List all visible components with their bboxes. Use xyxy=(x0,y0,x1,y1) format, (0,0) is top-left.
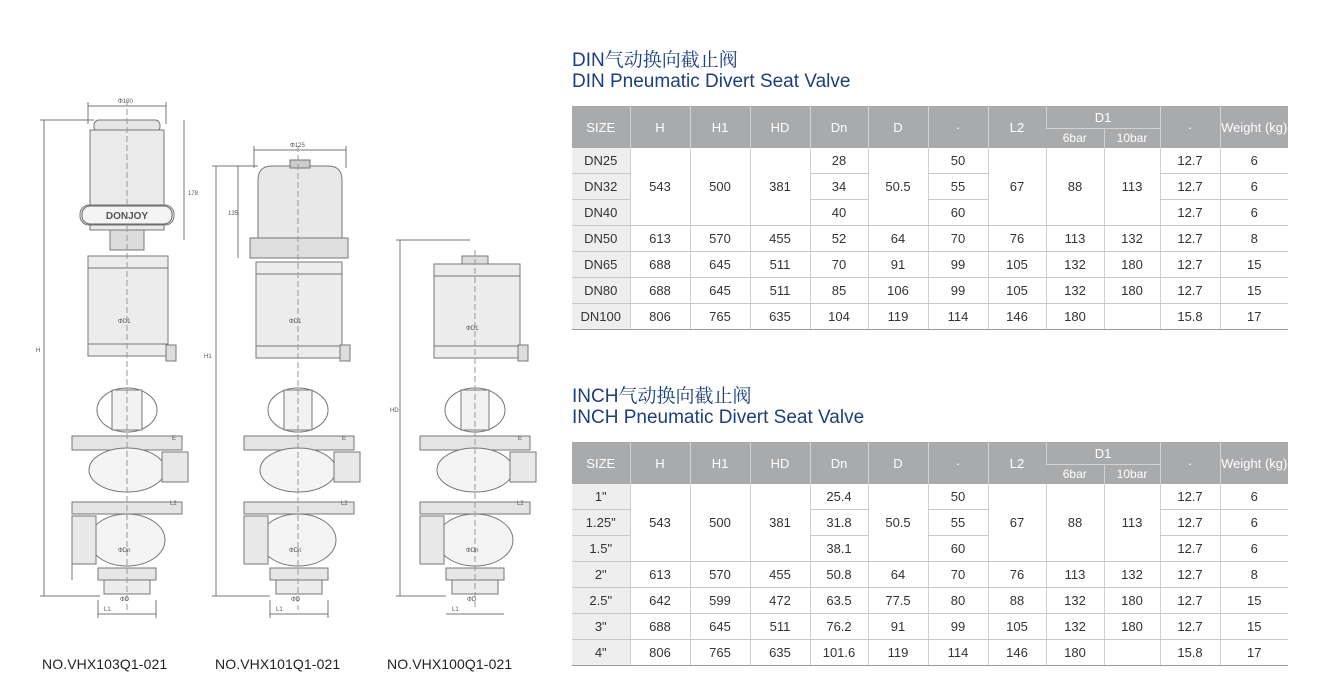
l2-cell: 146 xyxy=(988,304,1046,330)
dn-cell: 76.2 xyxy=(810,614,868,640)
h-cell: 806 xyxy=(630,640,690,666)
value-cell: 50 xyxy=(928,484,988,510)
dim-L2-1: L2 xyxy=(170,501,177,507)
l2-cell: 105 xyxy=(988,252,1046,278)
dn-cell: 52 xyxy=(810,226,868,252)
col-6bar: 6bar xyxy=(1046,129,1104,149)
d1-6bar-cell: 88 xyxy=(1046,484,1104,562)
table-row xyxy=(572,484,1288,510)
d1-6bar-cell: 113 xyxy=(1046,562,1104,588)
weight-cell: 8 xyxy=(1220,562,1288,588)
col-blank1: · xyxy=(928,106,988,148)
caption-vhx100: NO.VHX100Q1-021 xyxy=(387,656,513,672)
size-cell: 1.25" xyxy=(572,510,630,536)
col-d1: D1 xyxy=(1046,442,1160,465)
drawing-vhx103 xyxy=(40,100,188,618)
d1-10bar-cell xyxy=(1104,640,1160,666)
l2-cell: 105 xyxy=(988,278,1046,304)
col-size: SIZE xyxy=(572,106,630,148)
d1-10bar-cell: 180 xyxy=(1104,614,1160,640)
col-hd: HD xyxy=(750,106,810,148)
col-d: D xyxy=(868,106,928,148)
weight-cell: 17 xyxy=(1220,304,1288,330)
value-cell: 99 xyxy=(928,614,988,640)
weight-cell: 15 xyxy=(1220,588,1288,614)
hd-cell: 381 xyxy=(750,484,810,562)
h1-cell: 645 xyxy=(690,614,750,640)
dim-178: 178 xyxy=(188,191,199,197)
l2-cell: 67 xyxy=(988,148,1046,226)
h1-cell: 599 xyxy=(690,588,750,614)
dn-cell: 104 xyxy=(810,304,868,330)
dim-Dn-2: ΦDn xyxy=(289,548,302,554)
value-cell: 50 xyxy=(928,148,988,174)
value-cell: 12.7 xyxy=(1160,588,1220,614)
col-h1: H1 xyxy=(690,442,750,484)
dn-cell: 101.6 xyxy=(810,640,868,666)
d-cell: 106 xyxy=(868,278,928,304)
hd-cell: 635 xyxy=(750,304,810,330)
dn-cell: 50.8 xyxy=(810,562,868,588)
l2-cell: 105 xyxy=(988,614,1046,640)
value-cell: 114 xyxy=(928,640,988,666)
d-cell: 64 xyxy=(868,226,928,252)
brand-label: DONJOY xyxy=(105,211,149,222)
h1-cell: 645 xyxy=(690,278,750,304)
table-row xyxy=(572,278,1288,304)
col-l2: L2 xyxy=(988,442,1046,484)
dim-L2-2: L2 xyxy=(341,501,348,507)
dim-E-1: E xyxy=(172,436,177,442)
col-weight: Weight (kg) xyxy=(1220,106,1288,148)
hd-cell: 472 xyxy=(750,588,810,614)
h-cell: 688 xyxy=(630,614,690,640)
dim-H: H xyxy=(36,348,41,354)
dn-cell: 70 xyxy=(810,252,868,278)
col-l2: L2 xyxy=(988,106,1046,148)
dn-cell: 40 xyxy=(810,200,868,226)
size-cell: DN40 xyxy=(572,200,630,226)
weight-cell: 6 xyxy=(1220,200,1288,226)
value-cell: 12.7 xyxy=(1160,536,1220,562)
size-cell: 1" xyxy=(572,484,630,510)
value-cell: 12.7 xyxy=(1160,562,1220,588)
table-row xyxy=(572,588,1288,614)
col-blank2: · xyxy=(1160,442,1220,484)
d1-10bar-cell: 113 xyxy=(1104,148,1160,226)
col-blank1: · xyxy=(928,442,988,484)
d1-10bar-cell: 132 xyxy=(1104,226,1160,252)
drawing-vhx100 xyxy=(396,240,536,614)
value-cell: 70 xyxy=(928,226,988,252)
value-cell: 60 xyxy=(928,536,988,562)
din-title-en: DIN Pneumatic Divert Seat Valve xyxy=(572,71,851,92)
d-cell: 64 xyxy=(868,562,928,588)
col-6bar: 6bar xyxy=(1046,465,1104,485)
dim-L2-3: L2 xyxy=(517,501,524,507)
col-blank2: · xyxy=(1160,106,1220,148)
table-row xyxy=(572,226,1288,252)
h-cell: 642 xyxy=(630,588,690,614)
h-cell: 806 xyxy=(630,304,690,330)
size-cell: DN100 xyxy=(572,304,630,330)
inch-title-en: INCH Pneumatic Divert Seat Valve xyxy=(572,407,865,428)
h-cell: 688 xyxy=(630,278,690,304)
dim-D1-1: ΦD1 xyxy=(118,319,131,325)
h-cell: 688 xyxy=(630,252,690,278)
d1-10bar-cell xyxy=(1104,304,1160,330)
size-cell: DN50 xyxy=(572,226,630,252)
table-row xyxy=(572,148,1288,174)
col-hd: HD xyxy=(750,442,810,484)
din-spec-table xyxy=(572,106,1288,330)
table-row xyxy=(572,252,1288,278)
h1-cell: 570 xyxy=(690,562,750,588)
dim-phi100: Φ100 xyxy=(118,99,133,105)
d-cell: 91 xyxy=(868,252,928,278)
dn-cell: 85 xyxy=(810,278,868,304)
col-size: SIZE xyxy=(572,442,630,484)
dn-cell: 31.8 xyxy=(810,510,868,536)
table-row xyxy=(572,562,1288,588)
size-cell: 1.5" xyxy=(572,536,630,562)
h1-cell: 570 xyxy=(690,226,750,252)
table-row xyxy=(572,304,1288,330)
value-cell: 12.7 xyxy=(1160,200,1220,226)
dim-D1-2: ΦD1 xyxy=(289,319,302,325)
l2-cell: 76 xyxy=(988,562,1046,588)
hd-cell: 635 xyxy=(750,640,810,666)
inch-spec-table xyxy=(572,442,1288,666)
hd-cell: 511 xyxy=(750,614,810,640)
d1-6bar-cell: 132 xyxy=(1046,278,1104,304)
table-row xyxy=(572,640,1288,666)
h-cell: 543 xyxy=(630,484,690,562)
weight-cell: 6 xyxy=(1220,174,1288,200)
h-cell: 543 xyxy=(630,148,690,226)
dn-cell: 38.1 xyxy=(810,536,868,562)
hd-cell: 511 xyxy=(750,252,810,278)
dim-D-2: ΦD xyxy=(291,597,301,603)
dim-H1: H1 xyxy=(204,354,212,360)
dim-135: 135 xyxy=(228,211,239,217)
col-dn: Dn xyxy=(810,442,868,484)
weight-cell: 6 xyxy=(1220,484,1288,510)
value-cell: 12.7 xyxy=(1160,614,1220,640)
col-h: H xyxy=(630,442,690,484)
value-cell: 99 xyxy=(928,252,988,278)
d1-6bar-cell: 132 xyxy=(1046,588,1104,614)
hd-cell: 455 xyxy=(750,562,810,588)
value-cell: 99 xyxy=(928,278,988,304)
dn-cell: 25.4 xyxy=(810,484,868,510)
value-cell: 55 xyxy=(928,510,988,536)
value-cell: 12.7 xyxy=(1160,510,1220,536)
d1-10bar-cell: 180 xyxy=(1104,278,1160,304)
d1-6bar-cell: 180 xyxy=(1046,640,1104,666)
din-title xyxy=(572,50,850,92)
dn-cell: 63.5 xyxy=(810,588,868,614)
inch-title xyxy=(572,386,864,428)
l2-cell: 67 xyxy=(988,484,1046,562)
size-cell: 2" xyxy=(572,562,630,588)
value-cell: 15.8 xyxy=(1160,304,1220,330)
col-10bar: 10bar xyxy=(1104,465,1160,485)
caption-vhx101: NO.VHX101Q1-021 xyxy=(215,656,341,672)
value-cell: 12.7 xyxy=(1160,278,1220,304)
value-cell: 55 xyxy=(928,174,988,200)
hd-cell: 455 xyxy=(750,226,810,252)
weight-cell: 17 xyxy=(1220,640,1288,666)
dim-E-2: E xyxy=(342,436,347,442)
d1-10bar-cell: 180 xyxy=(1104,588,1160,614)
dim-phi125: Φ125 xyxy=(290,143,305,149)
weight-cell: 6 xyxy=(1220,510,1288,536)
dn-cell: 28 xyxy=(810,148,868,174)
dim-L1-1: L1 xyxy=(104,607,111,613)
size-cell: 2.5" xyxy=(572,588,630,614)
dim-L1-3: L1 xyxy=(452,607,459,613)
d1-10bar-cell: 113 xyxy=(1104,484,1160,562)
d1-6bar-cell: 132 xyxy=(1046,614,1104,640)
h1-cell: 645 xyxy=(690,252,750,278)
d1-6bar-cell: 180 xyxy=(1046,304,1104,330)
value-cell: 12.7 xyxy=(1160,226,1220,252)
value-cell: 12.7 xyxy=(1160,252,1220,278)
value-cell: 114 xyxy=(928,304,988,330)
value-cell: 12.7 xyxy=(1160,174,1220,200)
d1-6bar-cell: 113 xyxy=(1046,226,1104,252)
col-weight: Weight (kg) xyxy=(1220,442,1288,484)
weight-cell: 8 xyxy=(1220,226,1288,252)
col-d1: D1 xyxy=(1046,106,1160,129)
d1-10bar-cell: 132 xyxy=(1104,562,1160,588)
l2-cell: 146 xyxy=(988,640,1046,666)
value-cell: 60 xyxy=(928,200,988,226)
weight-cell: 15 xyxy=(1220,614,1288,640)
value-cell: 12.7 xyxy=(1160,484,1220,510)
weight-cell: 15 xyxy=(1220,252,1288,278)
size-cell: DN80 xyxy=(572,278,630,304)
l2-cell: 76 xyxy=(988,226,1046,252)
size-cell: DN25 xyxy=(572,148,630,174)
value-cell: 15.8 xyxy=(1160,640,1220,666)
weight-cell: 6 xyxy=(1220,536,1288,562)
din-title-cn: DIN气动换向截止阀 xyxy=(572,50,738,71)
h1-cell: 500 xyxy=(690,484,750,562)
d-cell: 119 xyxy=(868,304,928,330)
dim-Dn-1: ΦDn xyxy=(118,548,131,554)
col-d: D xyxy=(868,442,928,484)
dim-E-3: E xyxy=(518,436,523,442)
col-10bar: 10bar xyxy=(1104,129,1160,149)
d-cell: 50.5 xyxy=(868,148,928,226)
size-cell: DN65 xyxy=(572,252,630,278)
h1-cell: 765 xyxy=(690,304,750,330)
weight-cell: 15 xyxy=(1220,278,1288,304)
h1-cell: 765 xyxy=(690,640,750,666)
size-cell: DN32 xyxy=(572,174,630,200)
h1-cell: 500 xyxy=(690,148,750,226)
l2-cell: 88 xyxy=(988,588,1046,614)
dim-D-1: ΦD xyxy=(120,597,130,603)
d-cell: 77.5 xyxy=(868,588,928,614)
col-dn: Dn xyxy=(810,106,868,148)
size-cell: 3" xyxy=(572,614,630,640)
dim-HD: HD xyxy=(390,408,399,414)
weight-cell: 6 xyxy=(1220,148,1288,174)
value-cell: 80 xyxy=(928,588,988,614)
table-row xyxy=(572,614,1288,640)
value-cell: 12.7 xyxy=(1160,148,1220,174)
dim-D1-3: ΦD1 xyxy=(466,326,479,332)
technical-drawings xyxy=(0,0,560,692)
d-cell: 91 xyxy=(868,614,928,640)
d-cell: 50.5 xyxy=(868,484,928,562)
d-cell: 119 xyxy=(868,640,928,666)
caption-vhx103: NO.VHX103Q1-021 xyxy=(42,656,168,672)
dn-cell: 34 xyxy=(810,174,868,200)
hd-cell: 511 xyxy=(750,278,810,304)
value-cell: 70 xyxy=(928,562,988,588)
dim-Dn-3: ΦDn xyxy=(466,548,479,554)
inch-title-cn: INCH气动换向截止阀 xyxy=(572,386,752,407)
d1-6bar-cell: 88 xyxy=(1046,148,1104,226)
size-cell: 4" xyxy=(572,640,630,666)
dim-L1-2: L1 xyxy=(276,607,283,613)
d1-10bar-cell: 180 xyxy=(1104,252,1160,278)
h-cell: 613 xyxy=(630,226,690,252)
h-cell: 613 xyxy=(630,562,690,588)
col-h1: H1 xyxy=(690,106,750,148)
d1-6bar-cell: 132 xyxy=(1046,252,1104,278)
hd-cell: 381 xyxy=(750,148,810,226)
col-h: H xyxy=(630,106,690,148)
dim-D-3: ΦD xyxy=(467,597,477,603)
